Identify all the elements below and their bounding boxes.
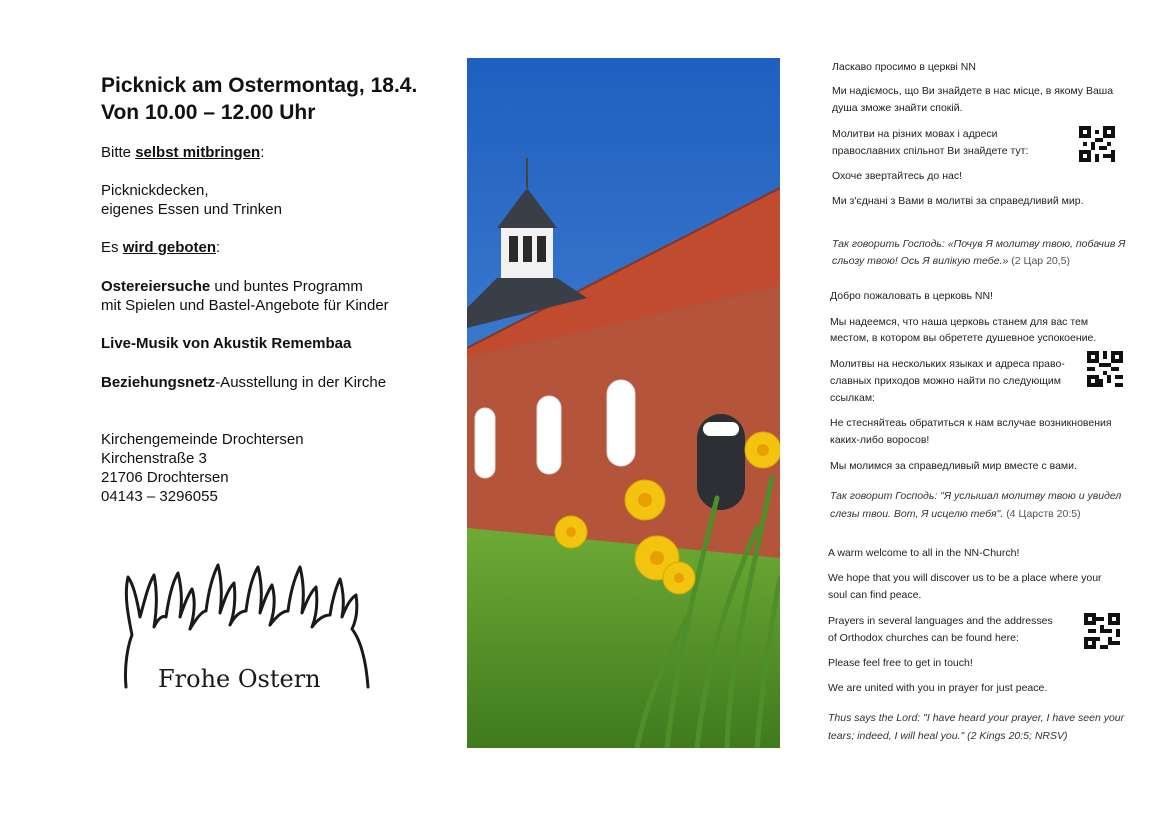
bring-heading bbox=[101, 143, 264, 162]
ru-contact-line1: Не стесняйтеаь обратиться к нам вслучае возникновения bbox=[830, 417, 1112, 429]
ru-quote-line1: Так говорит Господь: "Я услышал молитву твою и увидел bbox=[830, 490, 1122, 502]
en-quote-line1: Thus says the Lord: "I have heard your prayer, I have seen your bbox=[828, 712, 1125, 724]
ua-quote-line2 bbox=[832, 253, 1070, 270]
event-title-line1: Picknick am Ostermontag, 18.4. bbox=[101, 74, 418, 97]
en-hope-line2: soul can find peace. bbox=[828, 589, 922, 601]
offer-item-1-bold: Ostereiersuche bbox=[101, 278, 211, 295]
ua-contact: Охоче звертайтесь до нас! bbox=[832, 170, 962, 182]
event-title bbox=[101, 72, 417, 126]
offer-item-1 bbox=[101, 277, 363, 296]
qr-code-english[interactable] bbox=[1084, 613, 1120, 649]
en-hope-line1: We hope that you will discover us to be a place where your bbox=[828, 572, 1102, 584]
bring-emphasis: selbst mitbringen bbox=[135, 144, 261, 161]
church-photo bbox=[467, 58, 780, 748]
offer-item-3 bbox=[101, 373, 386, 392]
ru-welcome: Добро пожаловать в церковь NN! bbox=[830, 290, 993, 302]
en-prayers-line1: Prayers in several languages and the addresses bbox=[828, 615, 1053, 627]
ru-quote-text: слезы твои. Вот, Я исцелю тебя". bbox=[830, 508, 1007, 520]
offer-item-1-rest: und buntes Programm bbox=[210, 278, 363, 295]
offer-heading bbox=[101, 238, 220, 257]
ua-welcome: Ласкаво просимо в церкві NN bbox=[832, 61, 976, 73]
ru-prayers-line2: славных приходов можно найти по следующим bbox=[830, 375, 1061, 387]
ru-united: Мы молимся за справедливый мир вместе с вами. bbox=[830, 460, 1077, 472]
ru-hope-line1: Мы надеемся, что наша церковь станем для вас тем bbox=[830, 316, 1089, 328]
event-title-line2: Von 10.00 – 12.00 Uhr bbox=[101, 101, 316, 124]
frohe-ostern-text: Frohe Ostern bbox=[158, 665, 321, 693]
en-prayers-line2: of Orthodox churches can be found here: bbox=[828, 632, 1019, 644]
bunny-ears-drawing bbox=[118, 555, 380, 695]
bring-suffix: : bbox=[260, 144, 265, 161]
offer-item-3-rest: -Ausstellung in der Kirche bbox=[215, 374, 387, 391]
offer-item-3-bold: Beziehungsnetz bbox=[101, 374, 216, 391]
en-quote-line2: tears; indeed, I will heal you." (2 Kings 20:5; NRSV) bbox=[828, 730, 1068, 742]
address-line-1: Kirchengemeinde Drochtersen bbox=[101, 431, 304, 448]
qr-code-ukrainian[interactable] bbox=[1079, 126, 1115, 162]
offer-prefix: Es bbox=[101, 239, 123, 256]
ua-quote-ref: (2 Цар 20,5) bbox=[1011, 255, 1070, 267]
ua-quote-text: сльозу твою! Ось Я вилікую тебе.» bbox=[832, 255, 1012, 267]
ua-hope-line2: душа зможе знайти спокій. bbox=[832, 102, 963, 114]
ru-contact-line2: каких-либо воросов! bbox=[830, 434, 930, 446]
ua-hope-line1: Ми надіємось, що Ви знайдете в нас місце, в якому Ваша bbox=[832, 85, 1114, 97]
bring-item-2: eigenes Essen und Trinken bbox=[101, 201, 282, 218]
offer-item-2: Live-Musik von Akustik Remembaa bbox=[101, 335, 352, 352]
offer-emphasis: wird geboten bbox=[122, 239, 217, 256]
ru-quote-line2 bbox=[830, 506, 1081, 523]
ru-hope-line2: местом, в котором вы обретете душевное успокоение. bbox=[830, 332, 1097, 344]
en-welcome: A warm welcome to all in the NN-Church! bbox=[828, 547, 1020, 559]
ru-prayers-line1: Молитвы на нескольких языках и адреса право- bbox=[830, 358, 1065, 370]
qr-code-russian[interactable] bbox=[1087, 351, 1123, 387]
ua-prayers-line1: Молитви на різних мовах і адреси bbox=[832, 128, 998, 140]
ru-quote-ref: (4 Царств 20:5) bbox=[1006, 508, 1081, 520]
phone-number: 04143 – 3296055 bbox=[101, 488, 218, 505]
offer-item-1-line2: mit Spielen und Bastel-Angebote für Kinder bbox=[101, 297, 389, 314]
en-contact: Please feel free to get in touch! bbox=[828, 657, 973, 669]
en-united: We are united with you in prayer for just peace. bbox=[828, 682, 1048, 694]
offer-suffix: : bbox=[216, 239, 221, 256]
ua-quote-line1: Так говорить Господь: «Почув Я молитву твою, побачив Я bbox=[832, 238, 1126, 250]
ua-united: Ми з'єднані з Вами в молитві за справедливий мир. bbox=[832, 195, 1084, 207]
bring-item-1: Picknickdecken, bbox=[101, 182, 209, 199]
ua-prayers-line2: православних спільнот Ви знайдете тут: bbox=[832, 145, 1029, 157]
ru-prayers-line3: ссылкам: bbox=[830, 392, 875, 404]
address-line-3: 21706 Drochtersen bbox=[101, 469, 229, 486]
bring-prefix: Bitte bbox=[101, 144, 136, 161]
address-line-2: Kirchenstraße 3 bbox=[101, 450, 207, 467]
